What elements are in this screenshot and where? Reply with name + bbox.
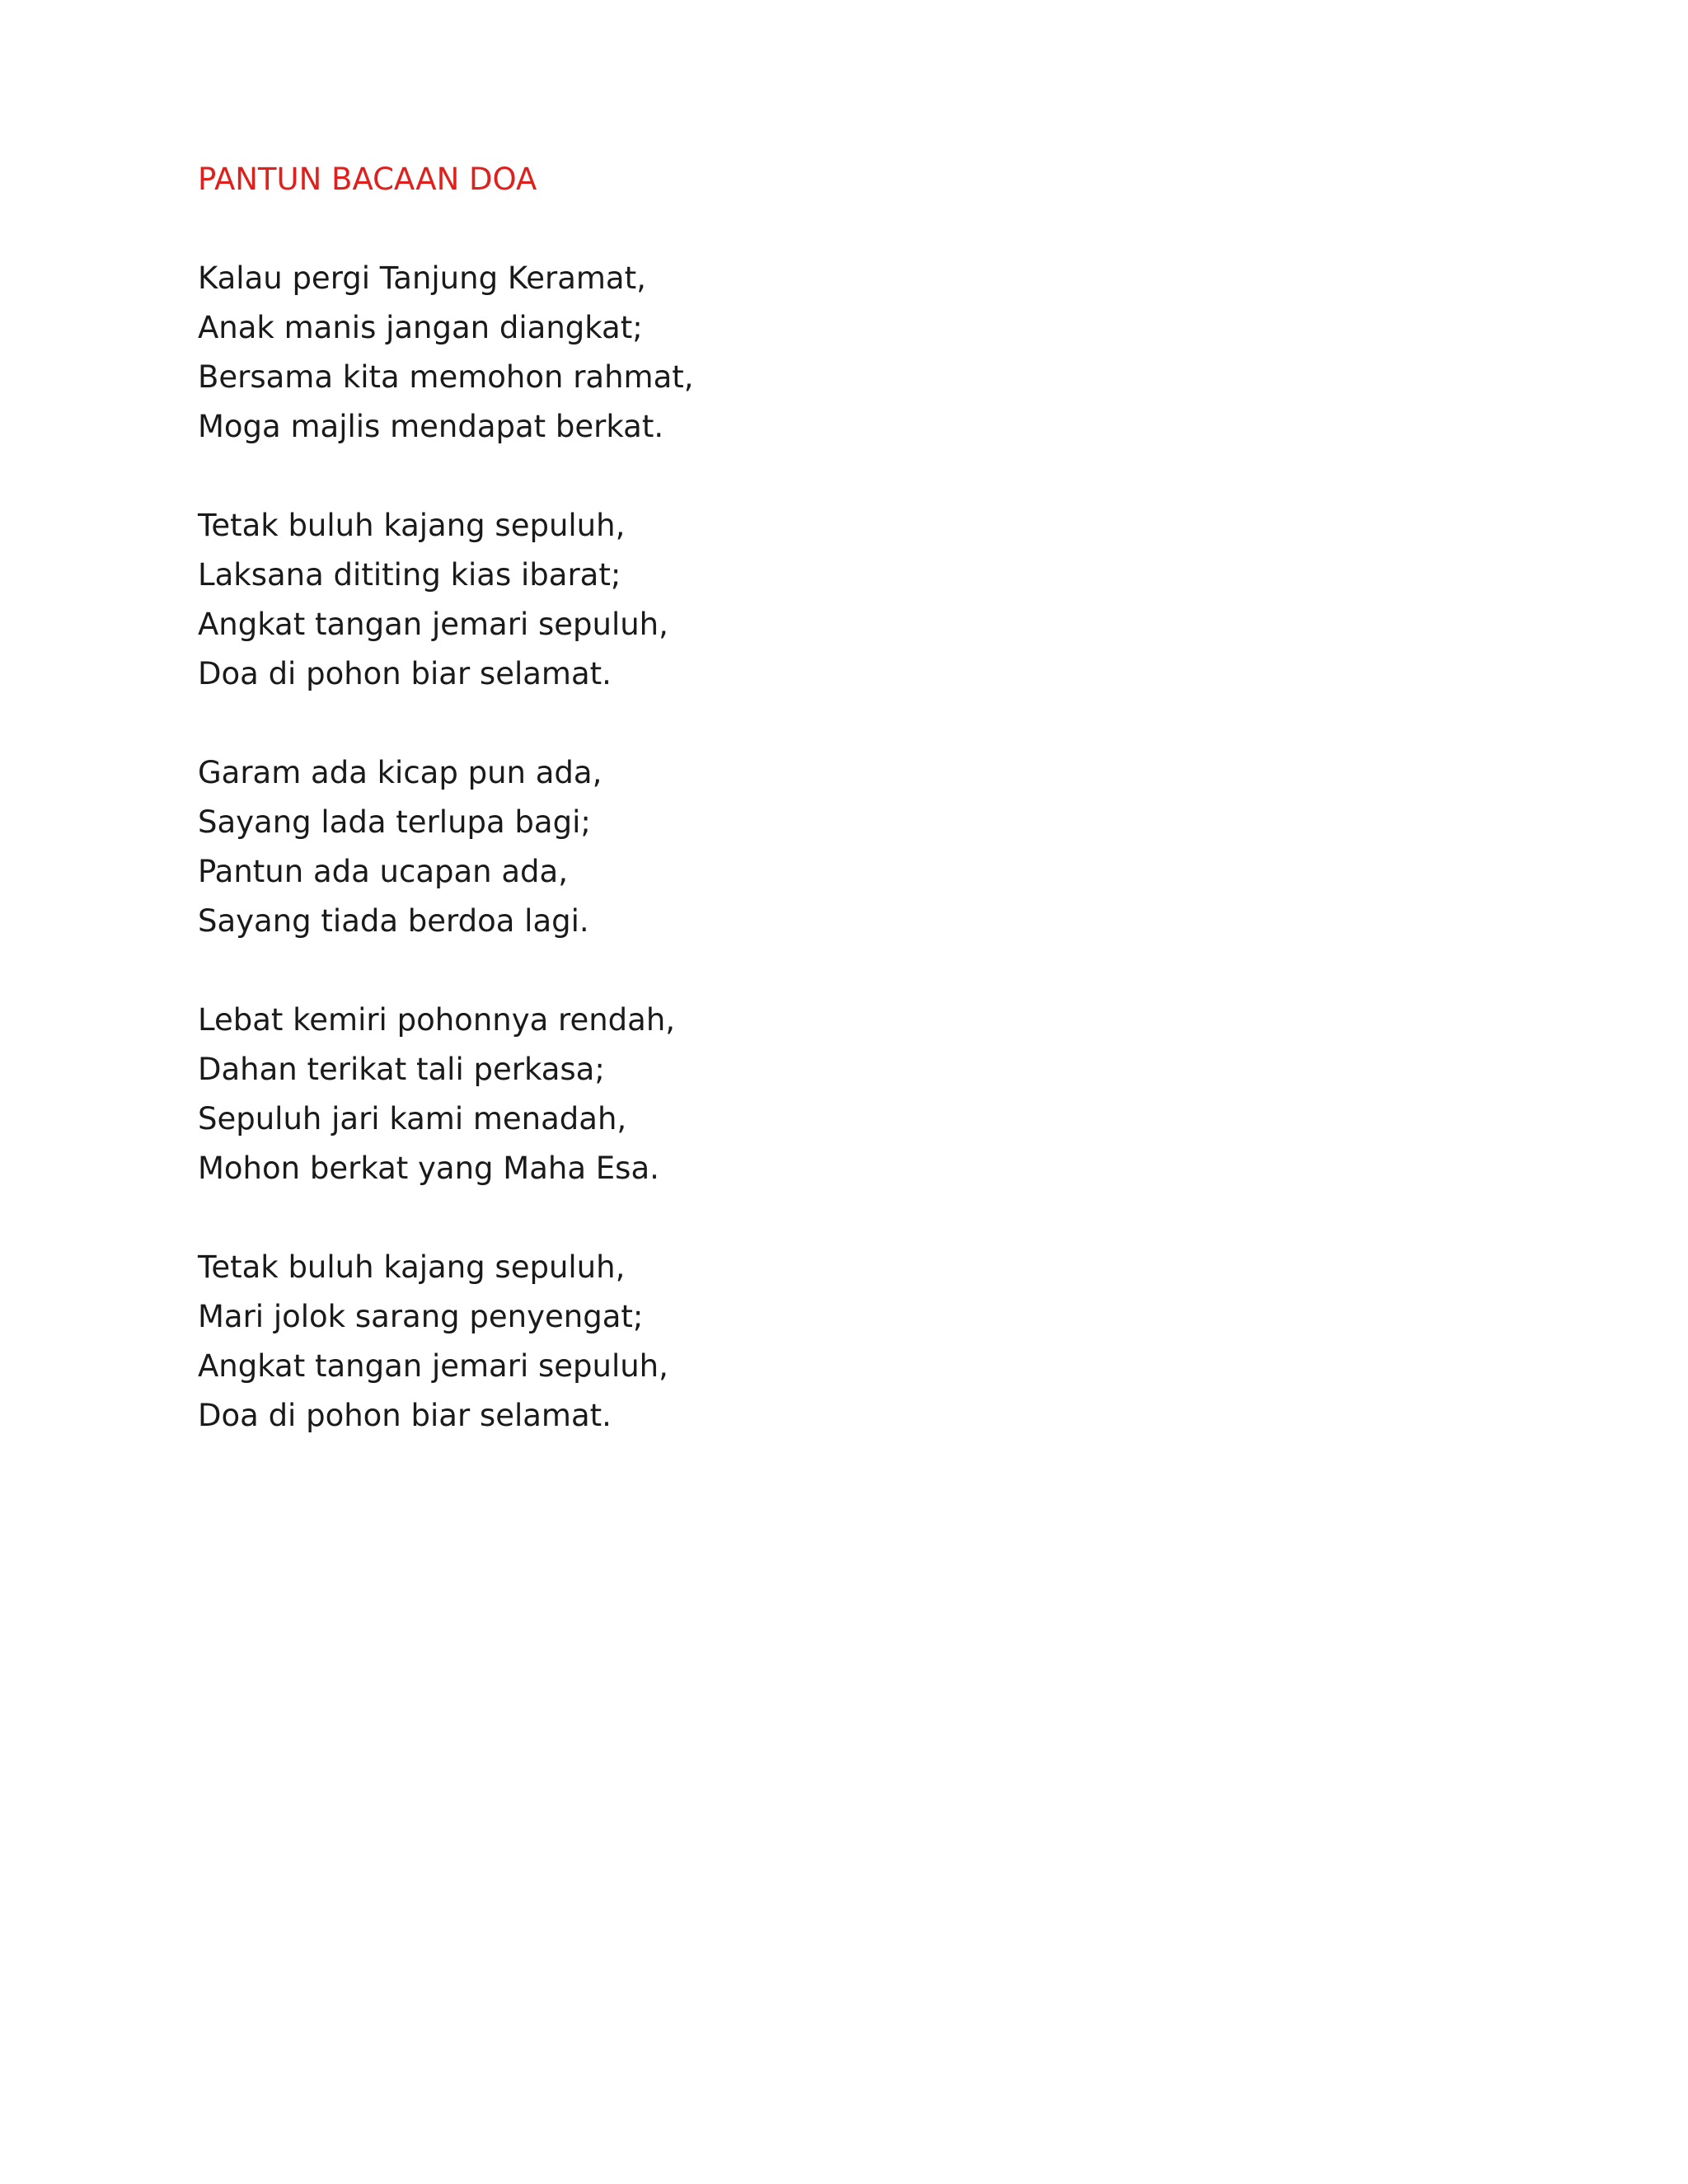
stanza-4 <box>198 996 1352 1193</box>
stanza-line: Pantun ada ucapan ada, <box>198 854 568 889</box>
stanza-3 <box>198 748 1352 946</box>
stanza-line: Anak manis jangan diangkat; <box>198 310 643 345</box>
stanza-line: Doa di pohon biar selamat. <box>198 1398 612 1433</box>
stanza-line: Lebat kemiri pohonnya rendah, <box>198 1002 676 1038</box>
stanza-line: Bersama kita memohon rahmat, <box>198 359 694 395</box>
stanza-line: Doa di pohon biar selamat. <box>198 656 612 691</box>
stanza-line: Angkat tangan jemari sepuluh, <box>198 1348 668 1384</box>
stanza-line: Kalau pergi Tanjung Keramat, <box>198 260 646 296</box>
stanza-line: Sepuluh jari kami menadah, <box>198 1101 627 1137</box>
stanza-line: Sayang lada terlupa bagi; <box>198 804 591 840</box>
stanza-line: Garam ada kicap pun ada, <box>198 755 603 790</box>
stanza-line: Tetak buluh kajang sepuluh, <box>198 508 626 543</box>
stanza-line: Dahan terikat tali perkasa; <box>198 1052 605 1087</box>
stanza-line: Mohon berkat yang Maha Esa. <box>198 1151 659 1186</box>
stanza-line: Sayang tiada berdoa lagi. <box>198 903 589 939</box>
stanza-line: Angkat tangan jemari sepuluh, <box>198 607 668 642</box>
document-content <box>198 155 1352 1490</box>
stanza-line: Mari jolok sarang penyengat; <box>198 1299 644 1334</box>
stanza-line: Moga majlis mendapat berkat. <box>198 409 664 444</box>
stanza-2 <box>198 501 1352 699</box>
stanza-5 <box>198 1243 1352 1441</box>
stanza-line: Laksana dititing kias ibarat; <box>198 557 621 593</box>
stanza-line: Tetak buluh kajang sepuluh, <box>198 1249 626 1285</box>
document-title: PANTUN BACAAN DOA <box>198 162 537 197</box>
stanza-1 <box>198 254 1352 452</box>
